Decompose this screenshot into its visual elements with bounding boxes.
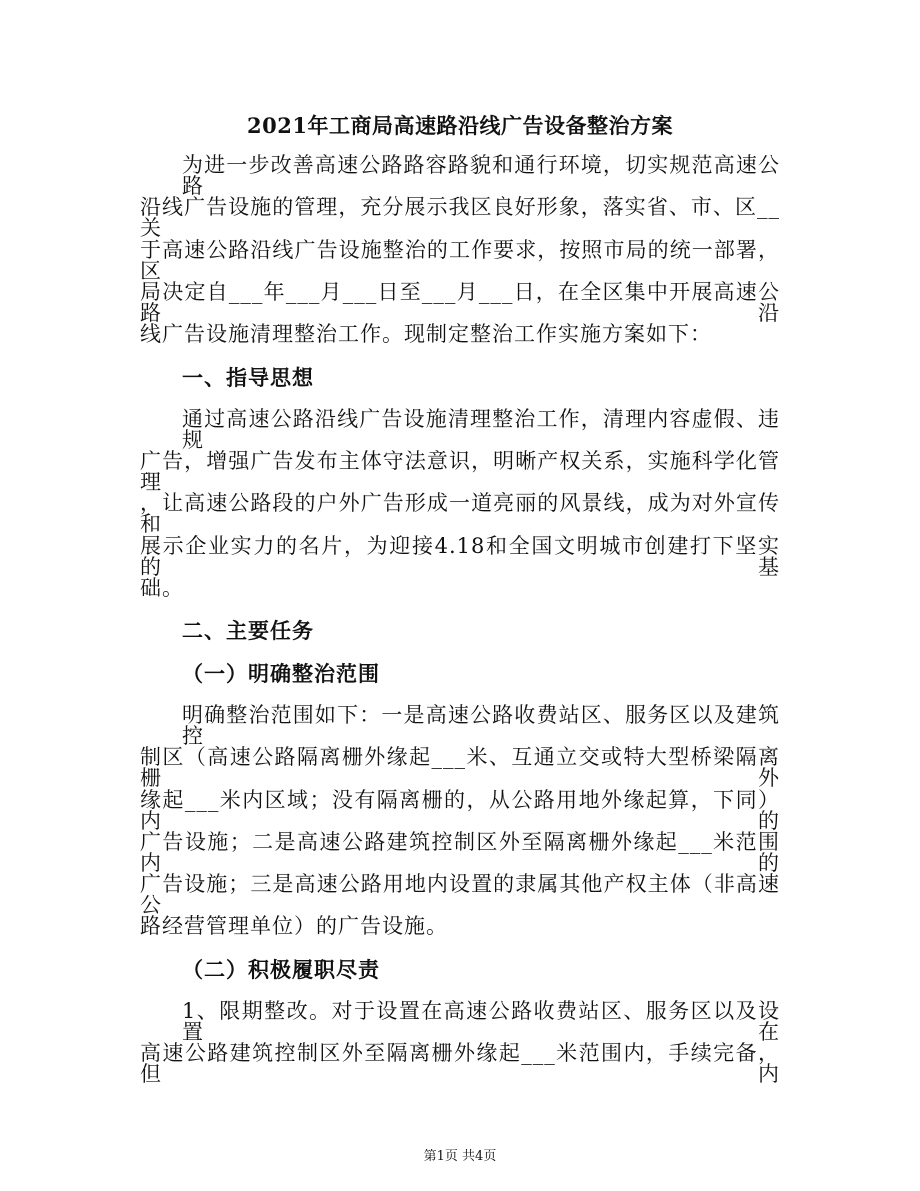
page-footer: 第1页 共4页 [423,1149,497,1164]
paragraph-line: 线广告设施清理整治工作。现制定整治工作实施方案如下： [140,322,712,346]
paragraph-line: 明确整治范围如下：一是高速公路收费站区、服务区以及建筑控 [182,703,780,748]
paragraph-line: 路经营管理单位）的广告设施。 [140,914,448,938]
paragraph-line: 制区（高速公路隔离栅外缘起___米、互通立交或特大型桥梁隔离栅外 [140,745,780,790]
document-title: 2021年工商局高速路沿线广告设备整治方案 [247,113,673,138]
paragraph-line: 缘起___米内区域；没有隔离栅的，从公路用地外缘起算，下同）内的 [140,788,780,833]
paragraph-line: 沿线广告设施的管理，充分展示我区良好形象，落实省、市、区__关 [140,195,780,240]
paragraph-line: 广告设施；三是高速公路用地内设置的隶属其他产权主体（非高速公 [140,872,780,917]
section-heading: 二、主要任务 [182,618,314,643]
paragraph-line: 局决定自___年___月___日至___月___日，在全区集中开展高速公路沿 [140,280,780,325]
paragraph-line: 通过高速公路沿线广告设施清理整治工作，清理内容虚假、违规 [182,407,780,452]
paragraph-line: 高速公路建筑控制区外至隔离栅外缘起___米范围内，手续完备，但内 [140,1041,780,1086]
paragraph-line: ，让高速公路段的户外广告形成一道亮丽的风景线，成为对外宣传和 [140,491,780,536]
section-heading: （一）明确整治范围 [182,661,380,686]
paragraph-line: 广告，增强广告发布主体守法意识，明晰产权关系，实施科学化管理 [140,449,780,494]
section-heading: （二）积极履职尽责 [182,957,380,982]
paragraph-line: 于高速公路沿线广告设施整治的工作要求，按照市局的统一部署，区 [140,238,780,283]
paragraph-line: 为进一步改善高速公路路容路貌和通行环境，切实规范高速公路 [182,153,780,198]
paragraph-line: 础。 [140,576,184,600]
paragraph-line: 1、限期整改。对于设置在高速公路收费站区、服务区以及设置在 [182,999,780,1044]
section-heading: 一、指导思想 [182,365,314,390]
paragraph-line: 广告设施；二是高速公路建筑控制区外至隔离栅外缘起___米范围内的 [140,830,780,875]
paragraph-line: 展示企业实力的名片，为迎接4.18和全国文明城市创建打下坚实的基 [140,534,780,579]
